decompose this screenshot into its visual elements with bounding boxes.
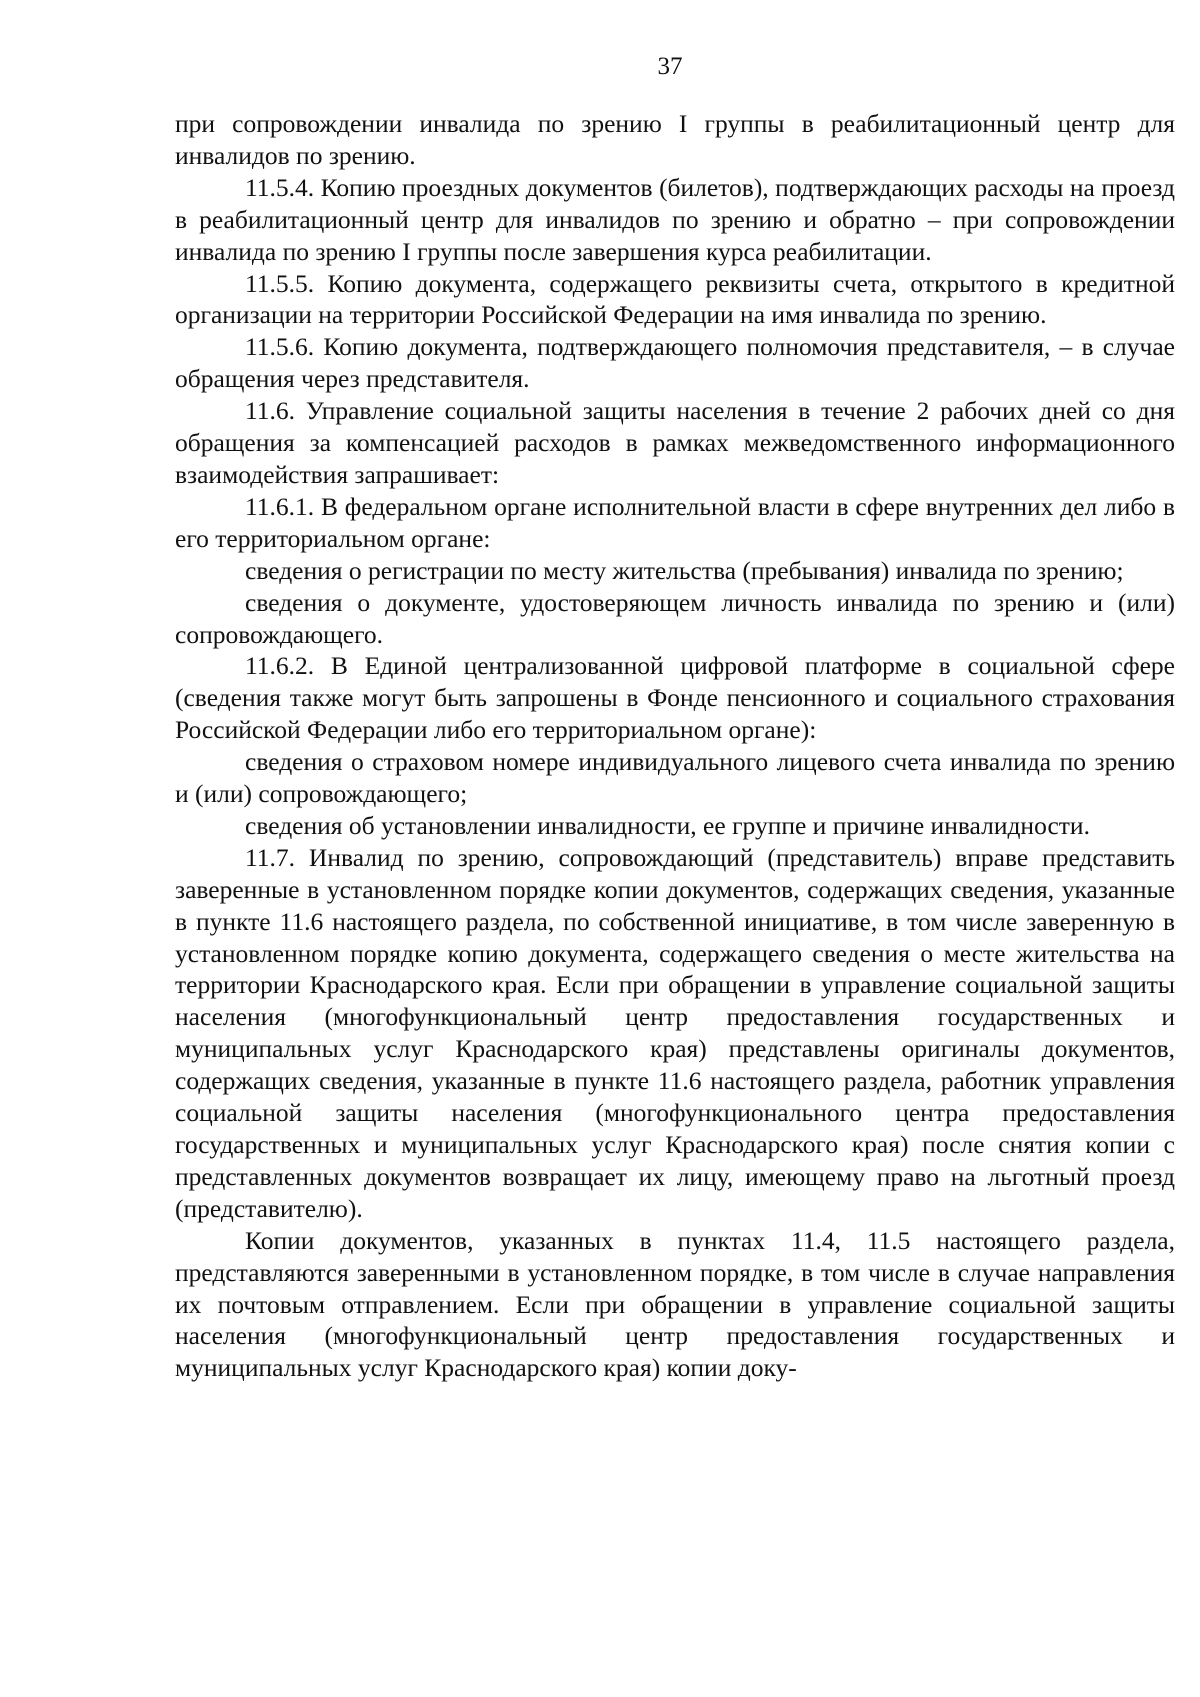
- paragraph-disability-info: сведения об установлении инвалидности, ее группе и причине инвалидности.: [245, 810, 1090, 840]
- paragraph-11-6-1: 11.6.1. В федеральном органе исполнительной власти в сфере внутренних дел либо в его территориальном органе:: [175, 491, 1175, 553]
- paragraph-identity-document-info: сведения о документе, удостоверяющем личность инвалида по зрению и (или) сопровождающего.: [175, 587, 1175, 649]
- paragraph-11-5-4: 11.5.4. Копию проездных документов (билетов), подтверждающих расходы на проезд в реабилитационный центр для инвалидов по зрению и обратно – при сопровождении инвалида по зрению I группы после завершения курса реабилитации.: [175, 172, 1175, 266]
- paragraph-insurance-number-info: сведения о страховом номере индивидуального лицевого счета инвалида по зрению и (или) сопровождающего;: [175, 747, 1175, 809]
- paragraph-11-5-5: 11.5.5. Копию документа, содержащего реквизиты счета, открытого в кредитной организации на территории Российской Федерации на имя инвалида по зрению.: [175, 268, 1175, 330]
- paragraph-11-6: 11.6. Управление социальной защиты населения в течение 2 рабочих дней со дня обращения за компенсацией расходов в рамках межведомственного информационного взаимодействия запрашивает:: [175, 396, 1175, 489]
- paragraph-11-7: 11.7. Инвалид по зрению, сопровождающий (представитель) вправе представить заверенные в установленном порядке копии документов, содержащих сведения, указанные в пункте 11.6 настоящего раздела, по собственной инициативе, в том числе заверенную в установленном порядке копию документа, содержащего сведения о месте жительства на территории Краснодарского края. Если при обращении в управление социальной защиты населения (многофункциональный центр предоставления государственных и муниципальных услуг Краснодарского края) представлены оригиналы документов, содержащих сведения, указанные в пункте 11.6 настоящего раздела, работник управления социальной защиты населения (многофункционального центра предоставления государственных и муниципальных услуг Краснодарского края) после снятия копии с представленных документов возвращает их лицу, имеющему право на льготный проезд (представителю).: [175, 842, 1175, 1223]
- paragraph-document-copies: Копии документов, указанных в пунктах 11.4, 11.5 настоящего раздела, представляются заверенными в установленном порядке, в том числе в случае направления их почтовым отправлением. Если при обращении в управление социальной защиты населения (многофункциональный центр предоставления государственных и муниципальных услуг Краснодарского края) копии доку-: [175, 1225, 1175, 1383]
- paragraph-registration-info: сведения о регистрации по месту жительства (пребывания) инвалида по зрению;: [245, 555, 1124, 585]
- paragraph-11-6-2: 11.6.2. В Единой централизованной цифровой платформе в социальной сфере (сведения также могут быть запрошены в Фонде пенсионного и социального страхования Российской Федерации либо его территориальном органе):: [175, 651, 1175, 745]
- paragraph-1: при сопровождении инвалида по зрению I группы в реабилитационный центр для инвалидов по зрению.: [175, 109, 1175, 170]
- page-number: 37: [657, 53, 683, 80]
- document-body: [175, 108, 1175, 1384]
- paragraph-11-5-6: 11.5.6. Копию документа, подтверждающего полномочия представителя, – в случае обращения через представителя.: [175, 332, 1175, 394]
